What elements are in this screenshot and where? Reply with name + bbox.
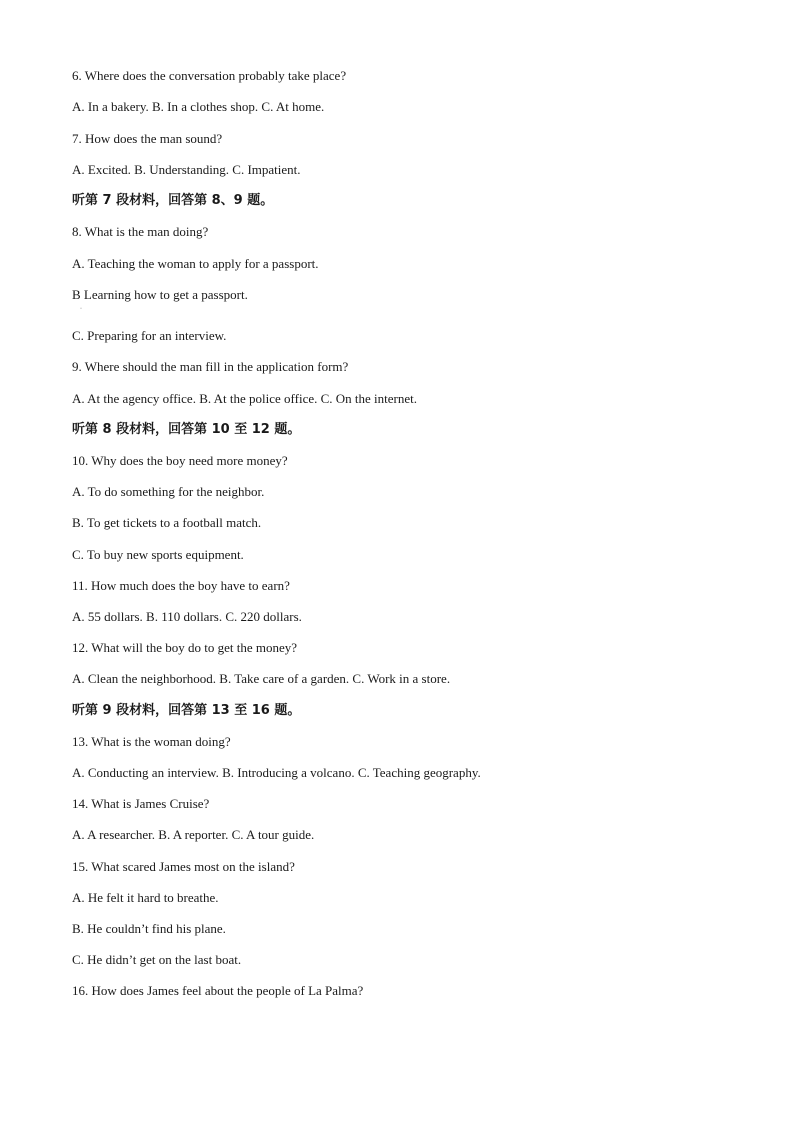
- question-6: 6. Where does the conversation probably take place?: [72, 68, 347, 83]
- answer-options-7: A. Excited. B. Understanding. C. Impatient.: [72, 162, 301, 177]
- answer-options-12: A. Clean the neighborhood. B. Take care of a garden. C. Work in a store.: [72, 671, 451, 686]
- question-9: 9. Where should the man fill in the application form?: [72, 359, 349, 374]
- question-7: 7. How does the man sound?: [72, 131, 223, 146]
- answer-options-11: A. 55 dollars. B. 110 dollars. C. 220 dollars.: [72, 609, 302, 624]
- stray-dot: ·: [80, 306, 82, 312]
- question-15: 15. What scared James most on the island?: [72, 859, 295, 874]
- answer-option-15b: B. He couldn’t find his plane.: [72, 921, 226, 936]
- question-8: 8. What is the man doing?: [72, 224, 209, 239]
- answer-options-9: A. At the agency office. B. At the police office. C. On the internet.: [72, 391, 418, 406]
- answer-options-13: A. Conducting an interview. B. Introducing a volcano. C. Teaching geography.: [72, 765, 481, 780]
- question-13: 13. What is the woman doing?: [72, 734, 231, 749]
- answer-option-10a: A. To do something for the neighbor.: [72, 484, 265, 499]
- question-16: 16. How does James feel about the people of La Palma?: [72, 983, 364, 998]
- answer-options-14: A. A researcher. B. A reporter. C. A tour guide.: [72, 827, 315, 842]
- answer-option-10c: C. To buy new sports equipment.: [72, 547, 244, 562]
- answer-option-10b: B. To get tickets to a football match.: [72, 515, 262, 530]
- answer-option-15a: A. He felt it hard to breathe.: [72, 890, 219, 905]
- answer-options-6: A. In a bakery. B. In a clothes shop. C. At home.: [72, 99, 325, 114]
- answer-option-15c: C. He didn’t get on the last boat.: [72, 952, 242, 967]
- answer-option-8c: C. Preparing for an interview.: [72, 328, 227, 343]
- question-14: 14. What is James Cruise?: [72, 796, 210, 811]
- question-12: 12. What will the boy do to get the money?: [72, 640, 298, 655]
- question-10: 10. Why does the boy need more money?: [72, 453, 288, 468]
- section-heading-9: 听第 9 段材料，回答第 13 至 16 题。: [72, 703, 301, 718]
- question-11: 11. How much does the boy have to earn?: [72, 578, 290, 593]
- section-heading-7: 听第 7 段材料，回答第 8、9 题。: [72, 193, 274, 208]
- section-heading-8: 听第 8 段材料，回答第 10 至 12 题。: [72, 422, 301, 437]
- answer-option-8b: B Learning how to get a passport.: [72, 287, 248, 302]
- answer-option-8a: A. Teaching the woman to apply for a passport.: [72, 256, 319, 271]
